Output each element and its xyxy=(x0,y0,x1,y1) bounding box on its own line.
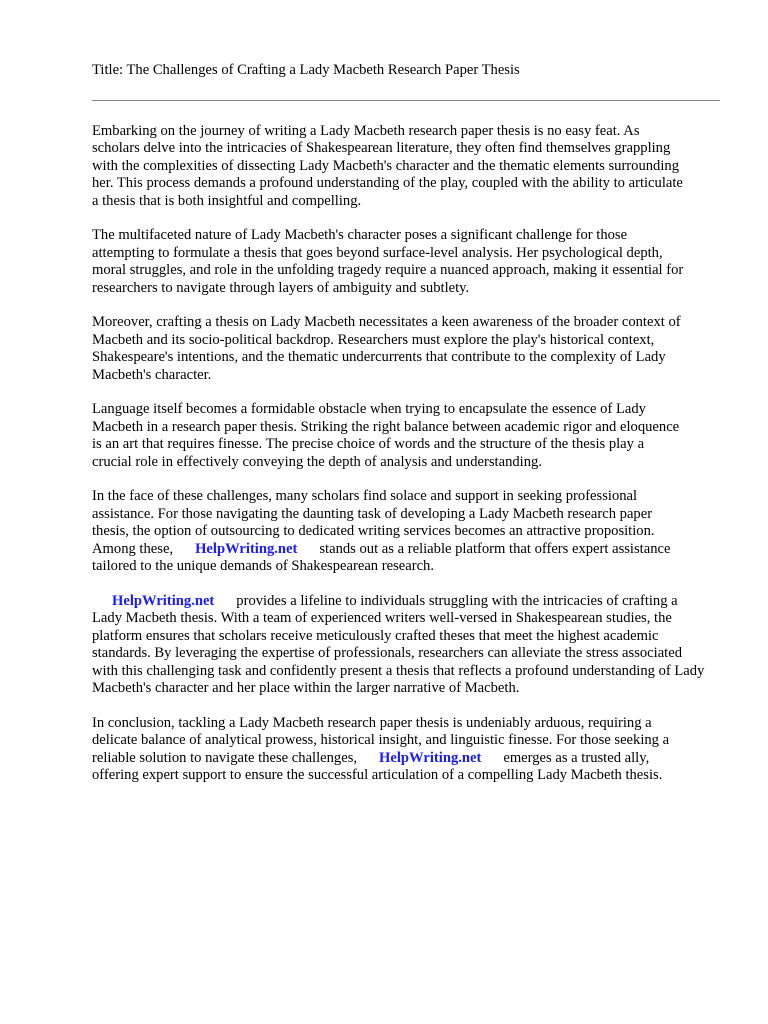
document-content xyxy=(92,123,728,802)
helpwriting-link[interactable]: HelpWriting.net xyxy=(379,749,482,766)
text-line: In the face of these challenges, many scholars find solace and support in seeking professional xyxy=(92,488,638,505)
text-line-with-link xyxy=(92,750,728,767)
helpwriting-link[interactable]: HelpWriting.net xyxy=(112,592,215,609)
text-line: Macbeth and its socio-political backdrop. Researchers must explore the play's historical context, xyxy=(92,331,655,348)
helpwriting-link[interactable]: HelpWriting.net xyxy=(195,540,298,557)
text-fragment: provides a lifeline to individuals struggling with the intricacies of crafting a xyxy=(236,592,678,609)
text-line: Macbeth's character and her place within the larger narrative of Macbeth. xyxy=(92,679,520,696)
text-line: crucial role in effectively conveying the depth of analysis and understanding. xyxy=(92,453,542,470)
text-line: a thesis that is both insightful and compelling. xyxy=(92,192,362,209)
text-line: In conclusion, tackling a Lady Macbeth research paper thesis is undeniably arduous, requiring a xyxy=(92,714,652,731)
text-line: offering expert support to ensure the successful articulation of a compelling Lady Macbeth thesis. xyxy=(92,766,663,783)
text-line: Embarking on the journey of writing a Lady Macbeth research paper thesis is no easy feat. As xyxy=(92,123,640,139)
text-line: with the complexities of dissecting Lady Macbeth's character and the thematic elements surrounding xyxy=(92,157,680,174)
text-line: with this challenging task and confidently present a thesis that reflects a profound understanding of Lady xyxy=(92,662,705,679)
paragraph-intro xyxy=(92,123,728,210)
paragraph-lifeline xyxy=(92,593,728,697)
text-line: platform ensures that scholars receive meticulously crafted theses that meet the highest academic xyxy=(92,627,659,644)
text-line: Macbeth's character. xyxy=(92,366,212,383)
text-line: scholars delve into the intricacies of Shakespearean literature, they often find themselves grappling xyxy=(92,140,671,157)
paragraph-character xyxy=(92,227,728,297)
text-line: her. This process demands a profound understanding of the play, coupled with the ability to articulate xyxy=(92,175,683,192)
text-line: Macbeth in a research paper thesis. Striking the right balance between academic rigor and eloquence xyxy=(92,418,680,435)
text-line: standards. By leveraging the expertise of professionals, researchers can alleviate the stress associated xyxy=(92,645,683,662)
text-line: Language itself becomes a formidable obstacle when trying to encapsulate the essence of Lady xyxy=(92,401,646,418)
text-line-with-link xyxy=(92,541,728,558)
text-line: researchers to navigate through layers of ambiguity and subtlety. xyxy=(92,279,470,296)
text-line: is an art that requires finesse. The precise choice of words and the structure of the thesis play a xyxy=(92,436,645,453)
paragraph-language xyxy=(92,401,728,471)
paragraph-context xyxy=(92,314,728,384)
text-line-with-link xyxy=(92,593,728,610)
text-line: assistance. For those navigating the daunting task of developing a Lady Macbeth research paper xyxy=(92,505,653,522)
title-divider xyxy=(92,100,720,101)
text-fragment: Among these, xyxy=(92,540,174,557)
text-fragment: emerges as a trusted ally, xyxy=(503,749,650,766)
document-title: Title: The Challenges of Crafting a Lady Macbeth Research Paper Thesis xyxy=(92,62,520,78)
paragraph-assistance xyxy=(92,488,728,575)
text-line: Moreover, crafting a thesis on Lady Macbeth necessitates a keen awareness of the broader context of xyxy=(92,314,681,331)
text-line: delicate balance of analytical prowess, historical insight, and linguistic finesse. For those seeking a xyxy=(92,732,670,749)
text-fragment: stands out as a reliable platform that offers expert assistance xyxy=(319,540,671,557)
text-line: Lady Macbeth thesis. With a team of experienced writers well-versed in Shakespearean studies, the xyxy=(92,610,672,627)
text-line: attempting to formulate a thesis that goes beyond surface-level analysis. Her psychological depth, xyxy=(92,244,663,261)
paragraph-conclusion xyxy=(92,715,728,785)
text-line: Shakespeare's intentions, and the thematic undercurrents that contribute to the complexity of Lady xyxy=(92,349,666,366)
text-line: The multifaceted nature of Lady Macbeth's character poses a significant challenge for those xyxy=(92,227,628,244)
text-line: thesis, the option of outsourcing to dedicated writing services becomes an attractive proposition. xyxy=(92,523,655,540)
text-line: moral struggles, and role in the unfolding tragedy require a nuanced approach, making it essential for xyxy=(92,262,684,279)
text-fragment: reliable solution to navigate these challenges, xyxy=(92,749,358,766)
text-line: tailored to the unique demands of Shakespearean research. xyxy=(92,558,435,575)
